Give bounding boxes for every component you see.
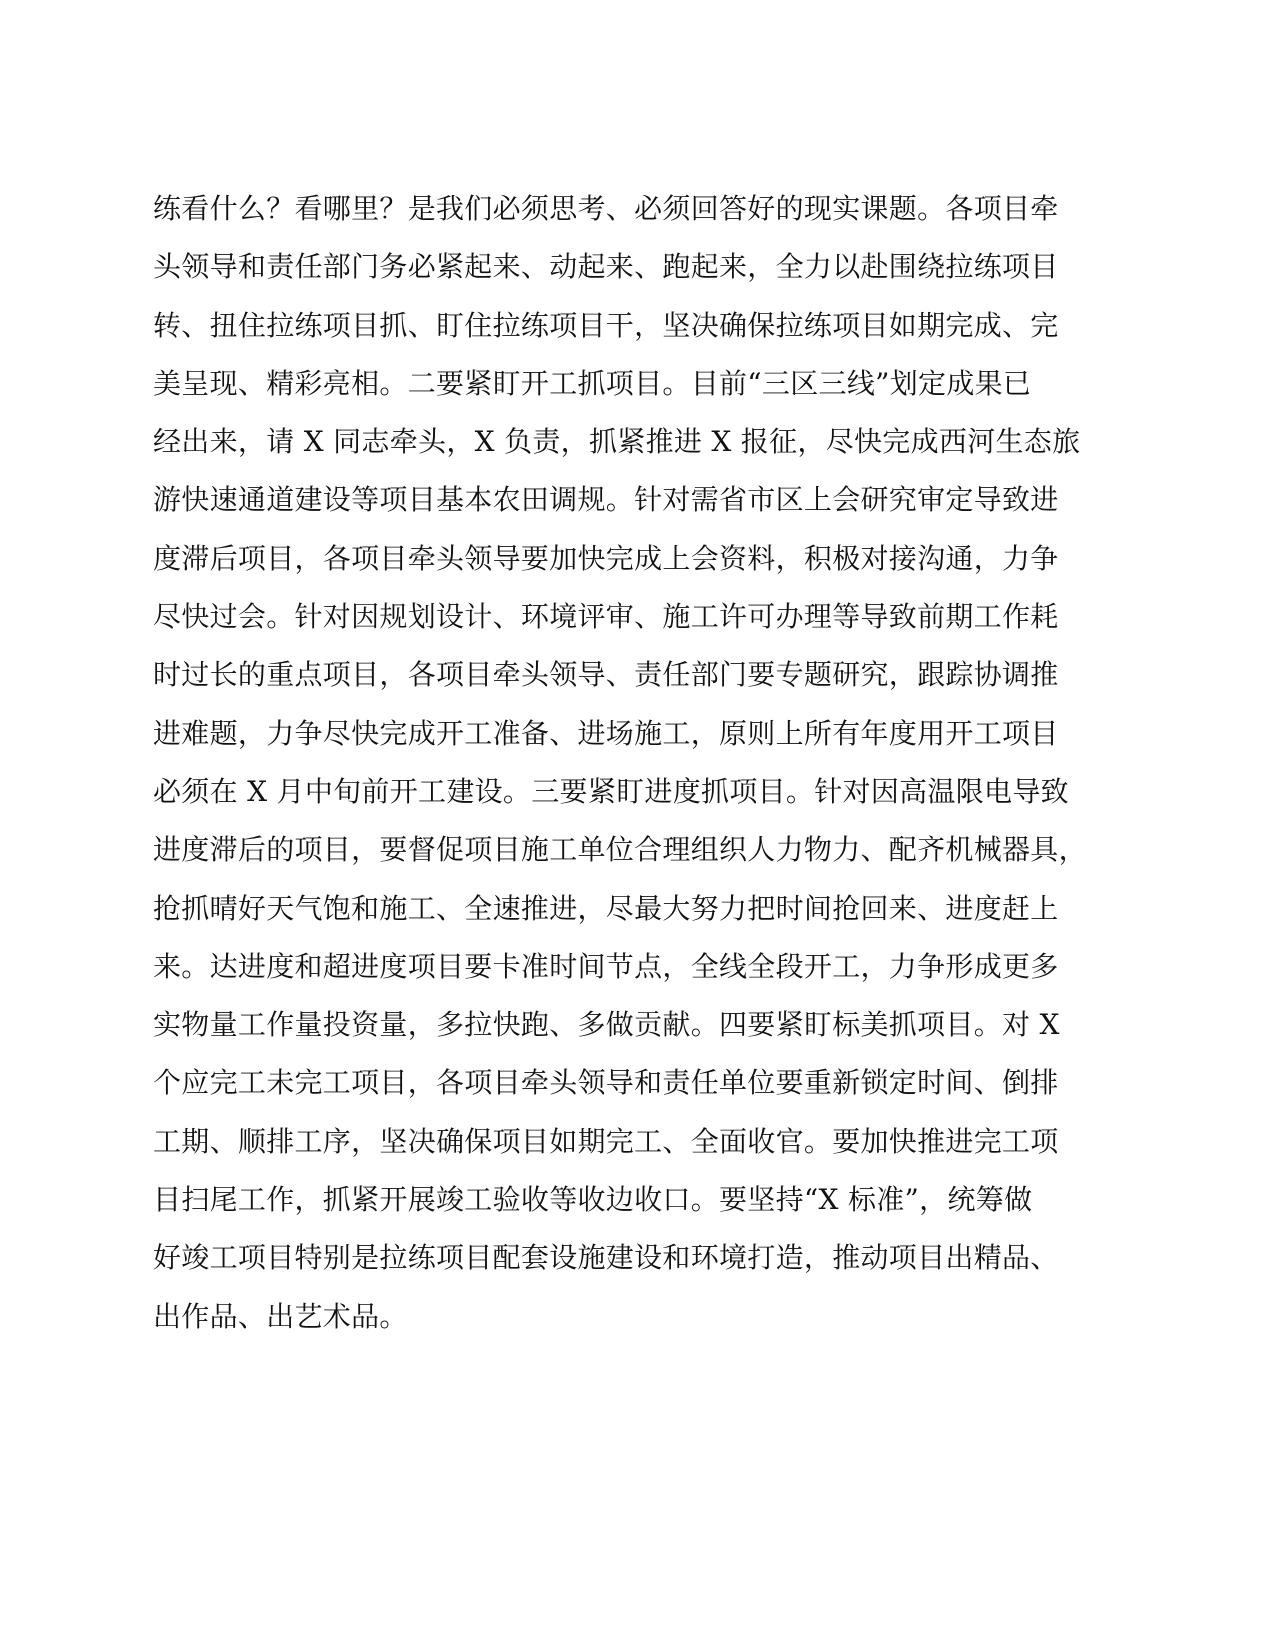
text-line: 个应完工未完工项目，各项目牵头领导和责任单位要重新锁定时间、倒排	[153, 1066, 1059, 1100]
text-line: 经出来，请 X 同志牵头，X 负责，抓紧推进 X 报征，尽快完成西河生态旅	[153, 425, 1081, 459]
text-line: 练看什么？看哪里？是我们必须思考、必须回答好的现实课题。各项目牵	[153, 192, 1059, 225]
text-line: 时过长的重点项目，各项目牵头领导、责任部门要专题研究，跟踪协调推	[153, 658, 1059, 692]
text-line: 目扫尾工作，抓紧开展竣工验收等收边收口。要坚持“X 标准”，统筹做	[153, 1183, 1033, 1217]
body-paragraph	[153, 180, 1113, 1346]
text-line: 进难题，力争尽快完成开工准备、进场施工，原则上所有年度用开工项目	[153, 716, 1059, 750]
text-line: 尽快过会。针对因规划设计、环境评审、施工许可办理等导致前期工作耗	[153, 600, 1059, 634]
text-line: 美呈现、精彩亮相。二要紧盯开工抓项目。目前“三区三线”划定成果已	[153, 366, 1032, 400]
text-line: 出作品、出艺术品。	[153, 1299, 408, 1333]
text-line: 抢抓晴好天气饱和施工、全速推进，尽最大努力把时间抢回来、进度赶上	[153, 891, 1059, 925]
text-line: 好竣工项目特别是拉练项目配套设施建设和环境打造，推动项目出精品、	[153, 1241, 1059, 1275]
text-line: 工期、顺排工序，坚决确保项目如期完工、全面收官。要加快推进完工项	[153, 1124, 1059, 1158]
text-line: 度滞后项目，各项目牵头领导要加快完成上会资料，积极对接沟通，力争	[153, 541, 1059, 575]
text-line: 头领导和责任部门务必紧起来、动起来、跑起来，全力以赴围绕拉练项目	[153, 250, 1059, 284]
text-line: 转、扭住拉练项目抓、盯住拉练项目干，坚决确保拉练项目如期完成、完	[153, 308, 1059, 342]
text-line: 来。达进度和超进度项目要卡准时间节点，全线全段开工，力争形成更多	[153, 949, 1059, 983]
text-line: 实物量工作量投资量，多拉快跑、多做贡献。四要紧盯标美抓项目。对 X	[153, 1008, 1060, 1042]
text-line: 必须在 X 月中旬前开工建设。三要紧盯进度抓项目。针对因高温限电导致	[153, 774, 1069, 808]
text-line: 游快速通道建设等项目基本农田调规。针对需省市区上会研究审定导致进	[153, 483, 1059, 517]
text-line: 进度滞后的项目，要督促项目施工单位合理组织人力物力、配齐机械器具，	[153, 833, 1087, 867]
